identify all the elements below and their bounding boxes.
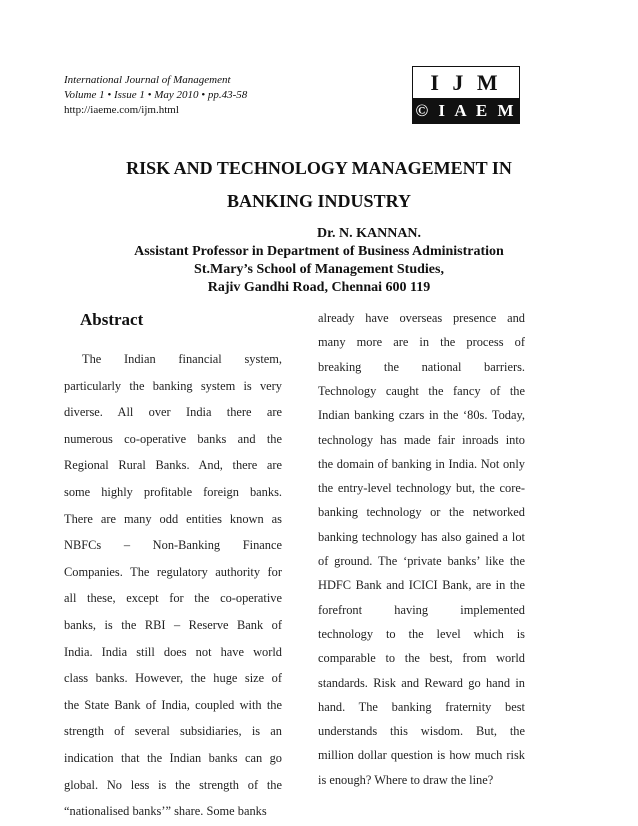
- abstract-line: class banks. However, the huge size of: [64, 671, 282, 686]
- paper-title-line-1: RISK AND TECHNOLOGY MANAGEMENT IN: [126, 158, 512, 178]
- abstract-line: banking technology has also gained a lot: [318, 529, 525, 544]
- abstract-line: Indian banking czars in the ‘80s. Today,: [318, 408, 525, 423]
- abstract-line: Technology caught the fancy of the: [318, 383, 525, 398]
- abstract-line: technology has made fair inroads into: [318, 432, 525, 447]
- abstract-line: comparable to the best, from world: [318, 651, 525, 666]
- abstract-line: India. India still does not have world: [64, 644, 282, 659]
- abstract-line: HDFC Bank and ICICI Bank, are in the: [318, 578, 525, 593]
- abstract-line: “nationalised banks’” share. Some banks: [64, 804, 267, 819]
- logo-top-text: I J M: [413, 67, 519, 98]
- journal-name: International Journal of Management: [64, 74, 231, 86]
- journal-volume: Volume 1 • Issue 1 • May 2010 • pp.43-58: [64, 89, 248, 101]
- abstract-line: breaking the national barriers.: [318, 359, 525, 374]
- journal-header: [64, 73, 247, 118]
- ijm-logo: [412, 66, 520, 124]
- abstract-line: strength of several subsidiaries, is an: [64, 724, 282, 739]
- author-block: [0, 225, 638, 297]
- abstract-line: the domain of banking in India. Not only: [318, 456, 525, 471]
- abstract-line: many more are in the process of: [318, 335, 525, 350]
- abstract-heading: Abstract: [80, 310, 144, 329]
- abstract-line: NBFCs – Non-Banking Finance: [64, 538, 282, 553]
- abstract-line: hand. The banking fraternity best: [318, 699, 525, 714]
- abstract-line: Regional Rural Banks. And, there are: [64, 458, 282, 473]
- abstract-line: banks, is the RBI – Reserve Bank of: [64, 618, 282, 632]
- abstract-line: technology to the level which is: [318, 626, 525, 641]
- author-school: St.Mary’s School of Management Studies,: [194, 262, 444, 277]
- abstract-line: of ground. The ‘private banks’ like the: [318, 554, 525, 568]
- abstract-line: forefront having implemented: [318, 602, 525, 617]
- abstract-line: diverse. All over India there are: [64, 405, 282, 420]
- abstract-line: the entry-level technology but, the core-: [318, 481, 525, 496]
- abstract-line: some highly profitable foreign banks.: [64, 485, 282, 499]
- abstract-line: The Indian financial system,: [82, 352, 282, 366]
- author-name: Dr. N. KANNAN.: [316, 226, 422, 241]
- abstract-line: already have overseas presence and: [318, 311, 525, 325]
- abstract-line: particularly the banking system is very: [64, 378, 282, 393]
- abstract-line: understands this wisdom. But, the: [318, 724, 525, 739]
- abstract-line: Companies. The regulatory authority for: [64, 564, 282, 579]
- abstract-line: numerous co-operative banks and the: [64, 431, 282, 446]
- author-address: Rajiv Gandhi Road, Chennai 600 119: [207, 280, 431, 295]
- abstract-line: There are many odd entities known as: [64, 511, 282, 526]
- author-position: Assistant Professor in Department of Business Administration: [134, 244, 504, 259]
- logo-bottom-text: © I A E M: [413, 98, 519, 123]
- abstract-line: banking technology or the networked: [318, 505, 525, 520]
- abstract-line: is enough? Where to draw the line?: [318, 772, 494, 787]
- abstract-line: standards. Risk and Reward go hand in: [318, 675, 525, 690]
- journal-url-link[interactable]: http://iaeme.com/ijm.html: [64, 104, 179, 116]
- paper-title-line-2: BANKING INDUSTRY: [227, 191, 411, 211]
- abstract-line: all these, except for the co-operative: [64, 591, 282, 606]
- abstract-line: indication that the Indian banks can go: [64, 751, 282, 765]
- abstract-line: global. No less is the strength of the: [64, 777, 282, 792]
- abstract-line: the State Bank of India, coupled with the: [64, 697, 282, 712]
- abstract-line: million dollar question is how much risk: [318, 748, 525, 763]
